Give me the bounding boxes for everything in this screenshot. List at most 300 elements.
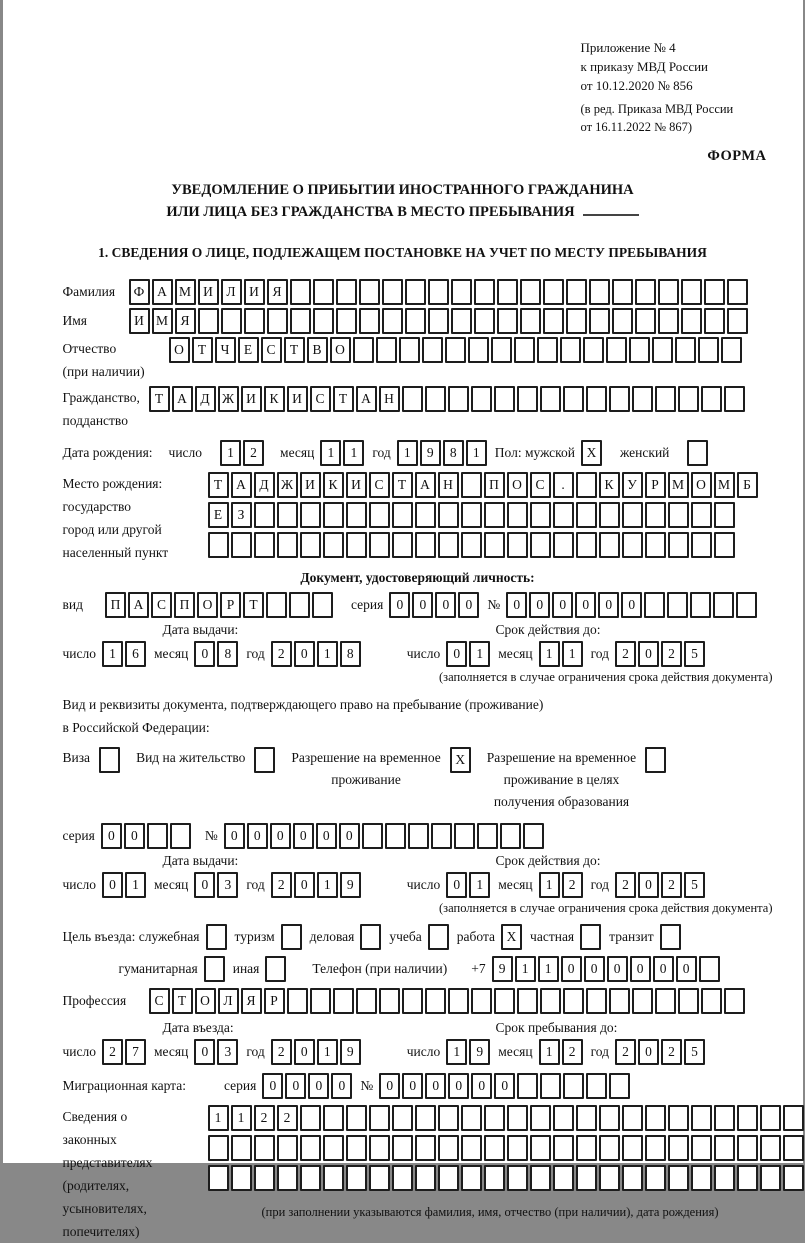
char-box (645, 1135, 666, 1161)
char-box-group (539, 641, 585, 667)
option-temp-residence (291, 747, 472, 791)
char-box (589, 308, 610, 334)
char-box (428, 279, 449, 305)
identity-doc-type-row (63, 592, 773, 618)
char-box: 2 (102, 1039, 123, 1065)
char-box: 0 (494, 1073, 515, 1099)
char-box: О (507, 472, 528, 498)
char-box (382, 279, 403, 305)
char-box (599, 1135, 620, 1161)
char-box (231, 532, 252, 558)
char-box (359, 279, 380, 305)
char-box (402, 386, 423, 412)
char-box (714, 502, 735, 528)
char-box (507, 532, 528, 558)
char-box-group (492, 956, 722, 982)
field-label: месяц (154, 1044, 189, 1059)
char-box (438, 532, 459, 558)
appendix-line: к приказу МВД России (580, 59, 709, 74)
char-box (760, 1105, 781, 1131)
char-box (379, 988, 400, 1014)
char-box: 0 (331, 1073, 352, 1099)
char-box (221, 308, 242, 334)
char-box (346, 502, 367, 528)
arrival-notification-form (3, 0, 803, 1239)
char-box (281, 924, 302, 950)
char-box: 1 (469, 641, 490, 667)
char-box: 0 (506, 592, 527, 618)
char-box: 0 (270, 823, 291, 849)
issue-date-header: Дата выдачи: (162, 853, 239, 868)
patronymic-label (63, 337, 169, 383)
char-box: У (622, 472, 643, 498)
char-box (632, 386, 653, 412)
char-box (369, 502, 390, 528)
char-box (346, 1135, 367, 1161)
char-box (461, 502, 482, 528)
char-box: 0 (446, 872, 467, 898)
residence-doc-serial-row (63, 823, 773, 849)
field-label: месяц (154, 646, 189, 661)
char-box (356, 988, 377, 1014)
char-box (530, 1105, 551, 1131)
char-box-group (446, 641, 492, 667)
char-box: О (330, 337, 351, 363)
field-label: месяц (498, 646, 533, 661)
legal-representatives-label (63, 1105, 208, 1243)
char-box: Т (243, 592, 264, 618)
char-box (147, 823, 168, 849)
char-box (576, 1135, 597, 1161)
char-box: 1 (231, 1105, 252, 1131)
char-box (537, 337, 558, 363)
char-box (599, 1105, 620, 1131)
char-box (553, 1135, 574, 1161)
char-box (655, 988, 676, 1014)
char-box (491, 337, 512, 363)
birthplace-field (63, 472, 773, 564)
char-box-group (389, 592, 481, 618)
field-label: туризм (234, 929, 275, 944)
char-box: 2 (562, 872, 583, 898)
option-label-line: получения образования (493, 794, 630, 809)
char-box (699, 956, 720, 982)
option-temp-residence-education-label (487, 747, 636, 813)
char-box: 2 (615, 641, 636, 667)
char-box: 2 (661, 872, 682, 898)
char-box: 2 (271, 641, 292, 667)
field-label: женский (620, 445, 670, 460)
char-box: 9 (420, 440, 441, 466)
char-box (681, 279, 702, 305)
char-box (644, 592, 665, 618)
char-box: И (198, 279, 219, 305)
char-box-group (271, 641, 363, 667)
citizenship-label (63, 386, 149, 432)
char-box (540, 386, 561, 412)
char-box: 0 (294, 1039, 315, 1065)
appendix-line: Приложение № 4 (580, 40, 676, 55)
char-box: X (581, 440, 602, 466)
char-box (698, 337, 719, 363)
char-box-group (194, 641, 240, 667)
char-box (517, 988, 538, 1014)
field-label: год (246, 1044, 265, 1059)
char-box (445, 337, 466, 363)
char-box (668, 1135, 689, 1161)
form-title (3, 179, 803, 223)
option-visa-label: Виза (62, 750, 91, 765)
field-label: число (62, 1044, 96, 1059)
char-box: О (691, 472, 712, 498)
field-label: Пол: мужской (494, 445, 576, 460)
char-box (300, 1105, 321, 1131)
char-box (704, 279, 725, 305)
char-box: 0 (294, 641, 315, 667)
char-box-group (506, 592, 759, 618)
char-box (392, 1105, 413, 1131)
char-box (543, 279, 564, 305)
field-label: месяц (154, 877, 189, 892)
char-box: 2 (243, 440, 264, 466)
char-box: 1 (317, 1039, 338, 1065)
char-box (438, 502, 459, 528)
char-box-group (615, 872, 707, 898)
char-box: П (105, 592, 126, 618)
char-box: Т (149, 386, 170, 412)
char-box: 0 (194, 1039, 215, 1065)
char-box-group (281, 924, 304, 950)
char-box: А (231, 472, 252, 498)
birthplace-box-rows (208, 472, 773, 562)
char-box (635, 279, 656, 305)
char-box (323, 532, 344, 558)
birthplace-label-line: населенный пункт (62, 545, 169, 560)
char-box: 0 (285, 1073, 306, 1099)
char-box: В (307, 337, 328, 363)
residence-intro-line: в Российской Федерации: (62, 720, 210, 735)
char-box (323, 1165, 344, 1191)
representatives-label-line: Сведения о (62, 1109, 128, 1124)
char-box: 9 (340, 872, 361, 898)
char-box: Ф (129, 279, 150, 305)
char-box (714, 532, 735, 558)
residence-doc-date-headers (63, 853, 773, 872)
char-box: 0 (316, 823, 337, 849)
option-temp-residence-label (291, 747, 440, 791)
char-box (266, 592, 287, 618)
char-box (514, 337, 535, 363)
char-box-group (271, 1039, 363, 1065)
citizenship-field (63, 386, 773, 432)
char-box (346, 1165, 367, 1191)
field-label: год (590, 646, 609, 661)
char-box-group (687, 440, 710, 466)
char-box: И (129, 308, 150, 334)
char-box: 0 (339, 823, 360, 849)
char-box (500, 823, 521, 849)
field-label: серия (223, 1078, 257, 1093)
char-box: 0 (194, 872, 215, 898)
char-box (392, 1135, 413, 1161)
residence-doc-options (63, 747, 773, 813)
char-box (494, 988, 515, 1014)
char-box (474, 279, 495, 305)
char-box (655, 386, 676, 412)
char-box: 0 (448, 1073, 469, 1099)
field-label: Миграционная карта: (62, 1078, 186, 1093)
valid-until-header: Срок действия до: (495, 622, 601, 637)
char-box (606, 337, 627, 363)
option-residence-permit-checkbox (254, 747, 275, 773)
char-box (576, 1105, 597, 1131)
char-box (721, 337, 742, 363)
char-box: Д (195, 386, 216, 412)
char-box (494, 386, 515, 412)
char-box (714, 1165, 735, 1191)
char-box: 1 (539, 641, 560, 667)
char-box: 0 (293, 823, 314, 849)
char-box (497, 308, 518, 334)
char-box (675, 337, 696, 363)
char-box: Т (333, 386, 354, 412)
appendix-note-line: (в ред. Приказа МВД России (580, 102, 734, 116)
char-box (783, 1135, 804, 1161)
char-box: Р (264, 988, 285, 1014)
char-box (415, 1135, 436, 1161)
surname-field (63, 279, 773, 305)
appendix-revision-note (581, 100, 771, 136)
char-box (461, 1165, 482, 1191)
char-box (737, 1105, 758, 1131)
char-box (415, 532, 436, 558)
char-box (265, 956, 286, 982)
char-box (543, 308, 564, 334)
char-box (336, 308, 357, 334)
char-box: 2 (271, 1039, 292, 1065)
char-box (300, 1135, 321, 1161)
char-box (704, 308, 725, 334)
char-box (668, 1165, 689, 1191)
char-box (402, 988, 423, 1014)
char-box (714, 1105, 735, 1131)
char-box (277, 502, 298, 528)
char-box (484, 1135, 505, 1161)
patronymic-label-line: Отчество (62, 341, 117, 356)
char-box (724, 988, 745, 1014)
surname-boxes (129, 279, 750, 305)
char-box: А (415, 472, 436, 498)
char-box: 1 (220, 440, 241, 466)
field-label: месяц (280, 445, 315, 460)
char-box: С (149, 988, 170, 1014)
char-box: 2 (661, 641, 682, 667)
char-box (563, 988, 584, 1014)
char-box (277, 1135, 298, 1161)
char-box (691, 1135, 712, 1161)
title-blank-underline (583, 214, 639, 216)
birthplace-label (63, 472, 208, 564)
stay-until-header: Срок пребывания до: (495, 1020, 618, 1035)
char-box-group (102, 641, 148, 667)
char-box (553, 1165, 574, 1191)
char-box: 5 (684, 872, 705, 898)
char-box (668, 502, 689, 528)
char-box: С (310, 386, 331, 412)
char-box (392, 532, 413, 558)
char-box: Н (438, 472, 459, 498)
char-box: Т (192, 337, 213, 363)
char-box (583, 337, 604, 363)
char-box: 1 (102, 641, 123, 667)
field-label: год (246, 877, 265, 892)
char-box: С (530, 472, 551, 498)
entry-dates-row (63, 1039, 773, 1065)
char-box (622, 532, 643, 558)
char-box (198, 308, 219, 334)
char-box (336, 279, 357, 305)
char-box: 0 (425, 1073, 446, 1099)
char-box: Е (208, 502, 229, 528)
char-box (405, 279, 426, 305)
char-box: О (169, 337, 190, 363)
citizenship-label-line: подданство (62, 413, 128, 428)
char-box (691, 532, 712, 558)
char-box (244, 308, 265, 334)
char-box (632, 988, 653, 1014)
representatives-label-line: попечителях) (62, 1224, 140, 1239)
char-box (576, 502, 597, 528)
citizenship-label-line: Гражданство, (62, 390, 140, 405)
char-box (586, 386, 607, 412)
char-box (658, 308, 679, 334)
char-box (399, 337, 420, 363)
char-box (727, 308, 748, 334)
entry-date-headers (63, 1020, 773, 1039)
option-visa-checkbox (99, 747, 120, 773)
birthplace-row3 (208, 532, 773, 558)
form-title-line2-wrap (3, 201, 803, 223)
char-box-group (320, 440, 366, 466)
field-label: число (406, 1044, 441, 1059)
form-title-line1: УВЕДОМЛЕНИЕ О ПРИБЫТИИ ИНОСТРАННОГО ГРАЖДАНИНА (171, 182, 634, 198)
char-box (415, 1105, 436, 1131)
firstname-field (63, 308, 773, 334)
surname-label: Фамилия (62, 284, 116, 299)
char-box (612, 279, 633, 305)
char-box: Р (645, 472, 666, 498)
char-box: Л (221, 279, 242, 305)
field-label: транзит (609, 929, 654, 944)
char-box-group (615, 1039, 707, 1065)
char-box: П (174, 592, 195, 618)
char-box (517, 1073, 538, 1099)
field-label: № (204, 828, 218, 843)
char-box-group (379, 1073, 632, 1099)
birthplace-label-line: государство (62, 499, 132, 514)
char-box (428, 924, 449, 950)
char-box (622, 1105, 643, 1131)
char-box (369, 1135, 390, 1161)
char-box (586, 988, 607, 1014)
char-box: 2 (271, 872, 292, 898)
char-box: Л (218, 988, 239, 1014)
char-box: 1 (397, 440, 418, 466)
char-box: 5 (684, 641, 705, 667)
field-label: год (246, 646, 265, 661)
char-box (566, 308, 587, 334)
char-box (658, 279, 679, 305)
residence-doc-intro (63, 693, 773, 739)
field-label: число (406, 646, 441, 661)
char-box: 0 (676, 956, 697, 982)
field-label: +7 (471, 961, 486, 976)
char-box: О (197, 592, 218, 618)
char-box: . (553, 472, 574, 498)
char-box: Р (220, 592, 241, 618)
char-box (312, 592, 333, 618)
birthplace-label-line: Место рождения: (62, 476, 163, 491)
char-box: 2 (615, 872, 636, 898)
char-box: 0 (575, 592, 596, 618)
char-box: 1 (208, 1105, 229, 1131)
char-box: Ч (215, 337, 236, 363)
residence-doc-dates-row (63, 872, 773, 898)
char-box: А (172, 386, 193, 412)
issue-date-header: Дата выдачи: (162, 622, 239, 637)
char-box (714, 1135, 735, 1161)
char-box (425, 988, 446, 1014)
char-box: 0 (262, 1073, 283, 1099)
char-box: 0 (379, 1073, 400, 1099)
char-box: 0 (561, 956, 582, 982)
char-box (313, 279, 334, 305)
char-box: С (151, 592, 172, 618)
char-box (170, 823, 191, 849)
option-temp-residence-education (487, 747, 668, 813)
char-box (254, 1165, 275, 1191)
char-box: 3 (217, 872, 238, 898)
char-box (576, 472, 597, 498)
char-box: 0 (224, 823, 245, 849)
char-box (438, 1165, 459, 1191)
char-box-group (428, 924, 451, 950)
char-box: 2 (661, 1039, 682, 1065)
field-label: гуманитарная (118, 961, 198, 976)
identity-doc-note: (заполняется в случае ограничения срока действия документа) (439, 670, 773, 684)
char-box (448, 386, 469, 412)
char-box (471, 386, 492, 412)
char-box-group (102, 1039, 148, 1065)
char-box (290, 279, 311, 305)
valid-until-header: Срок действия до: (495, 853, 601, 868)
char-box (687, 440, 708, 466)
char-box (645, 1165, 666, 1191)
entry-purpose-row1 (63, 924, 773, 950)
option-residence-permit-label: Вид на жительство (136, 750, 246, 765)
char-box (580, 924, 601, 950)
patronymic-boxes (169, 337, 744, 363)
field-label: месяц (498, 1044, 533, 1059)
field-label: учеба (389, 929, 422, 944)
birthdate-sex-row (63, 440, 773, 466)
char-box (507, 1105, 528, 1131)
char-box (477, 823, 498, 849)
char-box: Т (284, 337, 305, 363)
char-box-group (194, 1039, 240, 1065)
char-box (783, 1165, 804, 1191)
char-box (635, 308, 656, 334)
